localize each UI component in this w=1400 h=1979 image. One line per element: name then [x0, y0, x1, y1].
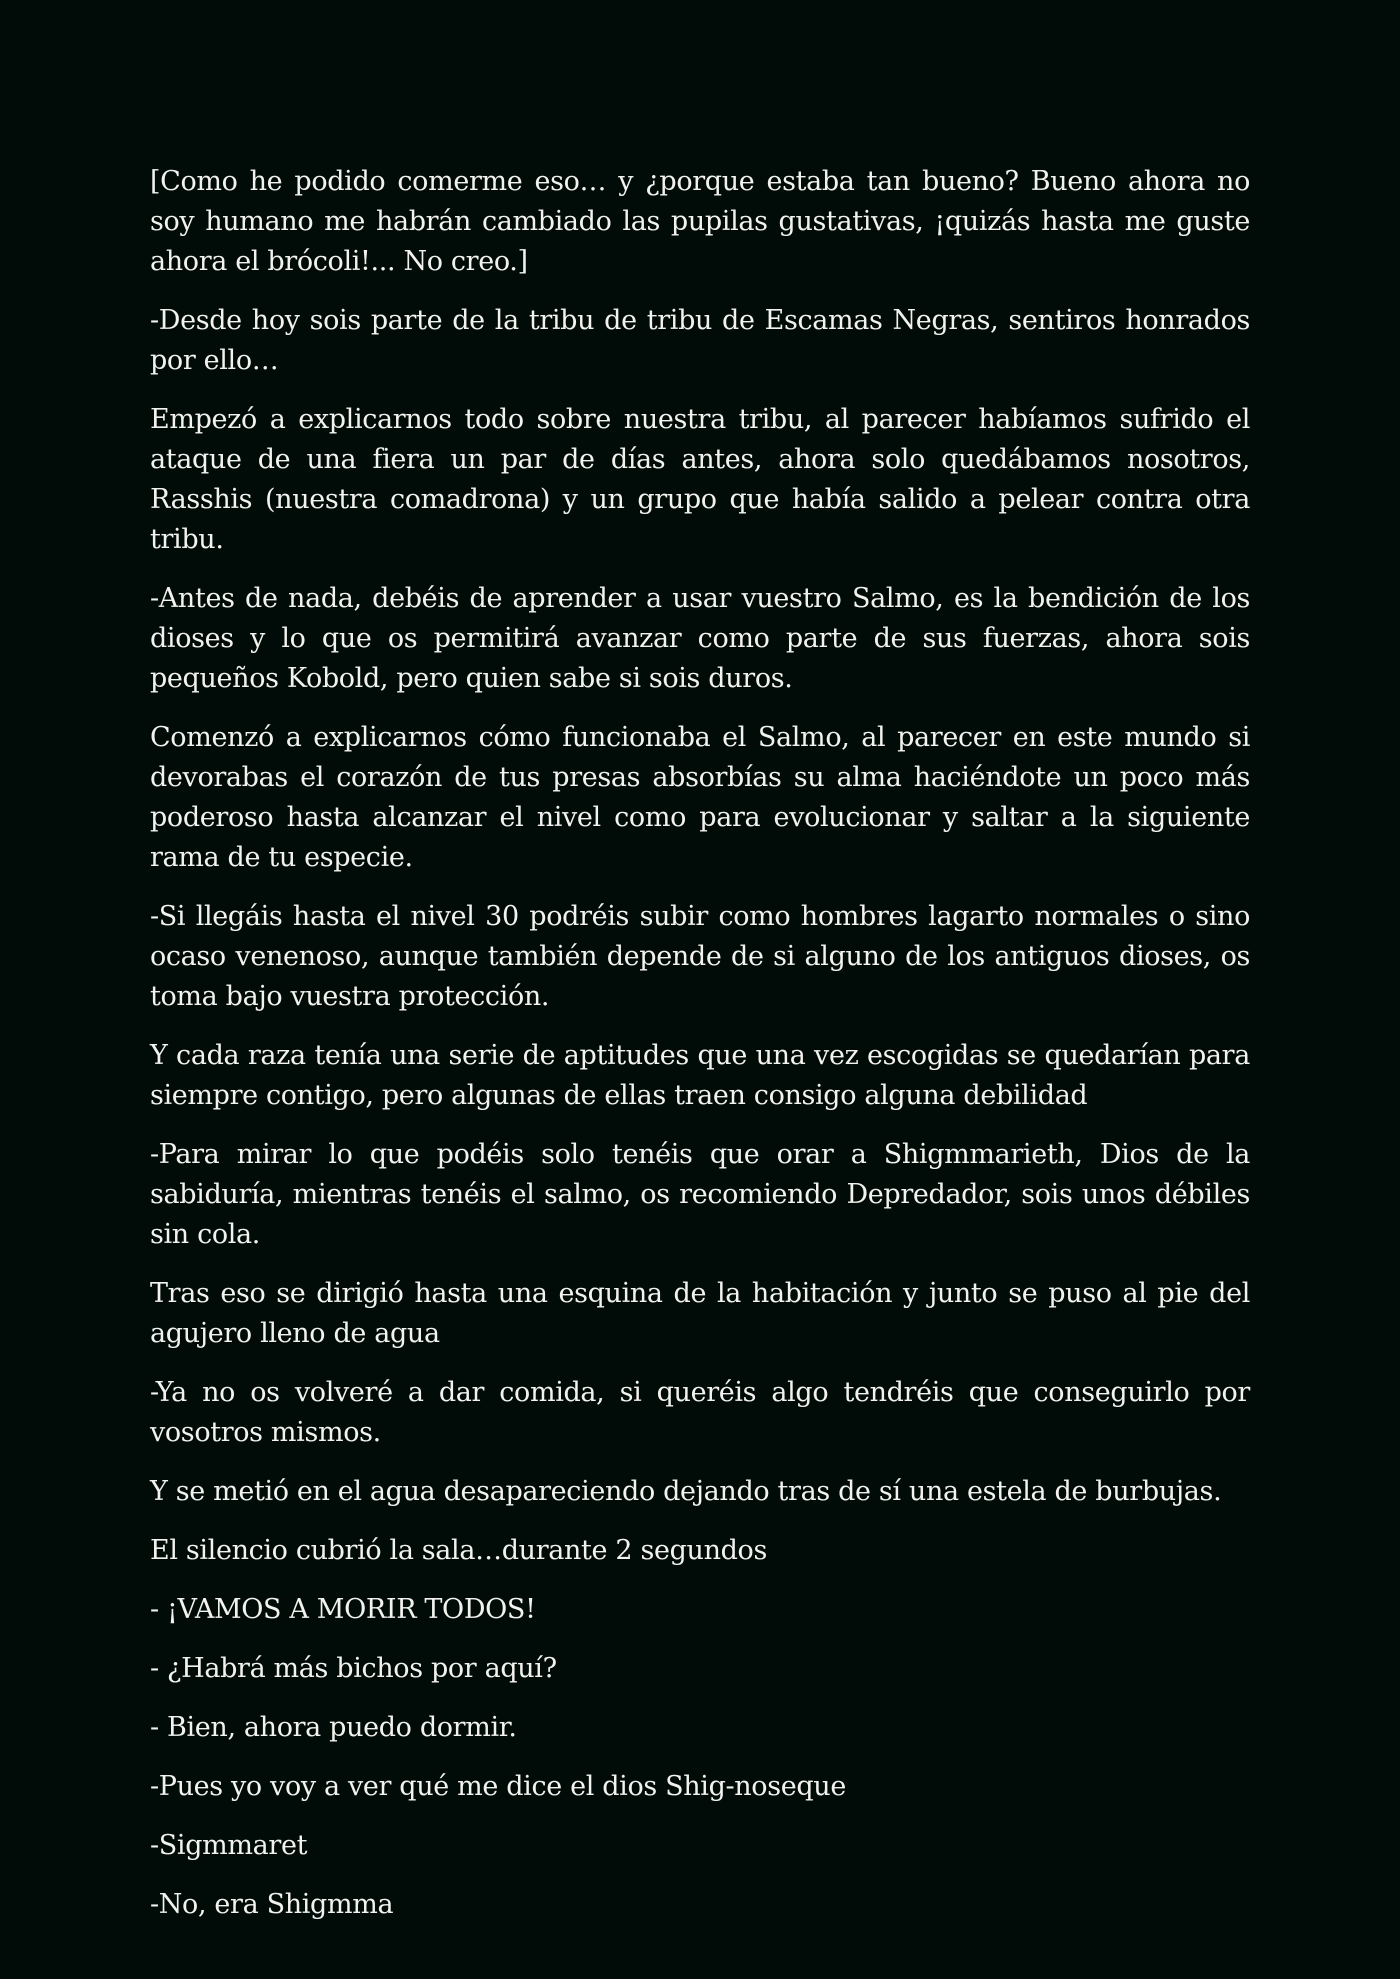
paragraph: -Ya no os volveré a dar comida, si queréis algo tendréis que conseguirlo por vosotros mismos.: [150, 1377, 1250, 1448]
dialogue-line: - ¡VAMOS A MORIR TODOS!: [150, 1594, 536, 1625]
paragraph: Tras eso se dirigió hasta una esquina de la habitación y junto se puso al pie del agujero lleno de agua: [150, 1278, 1250, 1349]
dialogue-line: - ¿Habrá más bichos por aquí?: [150, 1653, 557, 1684]
paragraph: -Antes de nada, debéis de aprender a usar vuestro Salmo, es la bendición de los dioses y lo que os permitirá avanzar como parte de sus fuerzas, ahora sois pequeños Kobold, pero quien sabe si sois duros.: [150, 583, 1250, 694]
paragraph: Empezó a explicarnos todo sobre nuestra tribu, al parecer habíamos sufrido el ataque de una fiera un par de días antes, ahora solo quedábamos nosotros, Rasshis (nuestra comadrona) y un grupo que había salido a pelear contra otra tribu.: [150, 404, 1250, 555]
paragraph: -Desde hoy sois parte de la tribu de tribu de Escamas Negras, sentiros honrados por ello…: [150, 305, 1250, 376]
paragraph: [Como he podido comerme eso… y ¿porque estaba tan bueno? Bueno ahora no soy humano me habrán cambiado las pupilas gustativas, ¡quizás hasta me guste ahora el brócoli!... No creo.]: [150, 166, 1250, 277]
dialogue-line: -Sigmmaret: [150, 1830, 308, 1861]
paragraph: Y cada raza tenía una serie de aptitudes que una vez escogidas se quedarían para siempre contigo, pero algunas de ellas traen consigo alguna debilidad: [150, 1040, 1250, 1111]
paragraph: Y se metió en el agua desapareciendo dejando tras de sí una estela de burbujas.: [150, 1476, 1222, 1507]
paragraph: El silencio cubrió la sala…durante 2 segundos: [150, 1535, 767, 1566]
dialogue-line: - Bien, ahora puedo dormir.: [150, 1712, 517, 1743]
dialogue-line: -No, era Shigmma: [150, 1889, 394, 1920]
paragraph: -Si llegáis hasta el nivel 30 podréis subir como hombres lagarto normales o sino ocaso venenoso, aunque también depende de si alguno de los antiguos dioses, os toma bajo vuestra protección.: [150, 901, 1250, 1012]
paragraph: Comenzó a explicarnos cómo funcionaba el Salmo, al parecer en este mundo si devorabas el corazón de tus presas absorbías su alma haciéndote un poco más poderoso hasta alcanzar el nivel como para evolucionar y saltar a la siguiente rama de tu especie.: [150, 722, 1250, 873]
paragraph: -Para mirar lo que podéis solo tenéis que orar a Shigmmarieth, Dios de la sabiduría, mientras tenéis el salmo, os recomiendo Depredador, sois unos débiles sin cola.: [150, 1139, 1250, 1250]
dialogue-line: -Pues yo voy a ver qué me dice el dios Shig-noseque: [150, 1771, 846, 1802]
document-body: [150, 162, 1250, 1925]
